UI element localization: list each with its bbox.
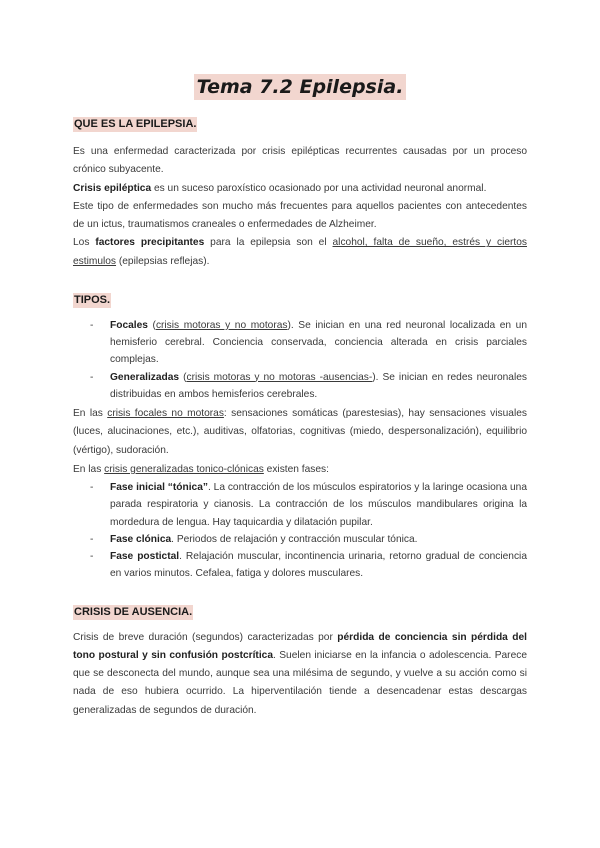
list-item-focales: - Focales (crisis motoras y no motoras). Se inician en una red neuronal localizada en un hemisferio cerebral. Conciencia conservada, conciencia alterada en crisis parciales complejas. <box>73 317 527 369</box>
paragraph-tonico-clonicas: En las crisis generalizadas tonico-clónicas existen fases: <box>73 463 329 475</box>
paragraph-frequency: Este tipo de enfermedades son mucho más frecuentes para aquellos pacientes con antecedentes de un ictus, traumatismos craneales o enfermedades de Alzheimer. <box>73 200 527 231</box>
paragraph-crisis-epileptica: Crisis epiléptica es un suceso paroxístico ocasionado por una actividad neuronal anormal. <box>73 182 487 194</box>
paragraph-crisis-ausencia: Crisis de breve duración (segundos) caracterizadas por pérdida de conciencia sin pérdida del tono postural y sin confusión postcrítica. Suelen iniciarse en la infancia o adolescencia. Parece que se desconecta del mundo, aunque sea una milésima de segundo, y vuelve a su acción como si nada de eso hubiera ocurrido. La hiperventilación tiende a desencadenar estas descargas generalizadas de segundos de duración. <box>73 631 527 716</box>
underlined-tonico-clonicas: crisis generalizadas tonico-clónicas <box>104 463 264 475</box>
list-item-generalizadas: - Generalizadas (crisis motoras y no motoras -ausencias-). Se inician en redes neuronales distribuidas en ambos hemisferios cerebrales. <box>73 369 527 403</box>
section-ausencia-heading-row <box>73 602 527 620</box>
underlined-focales-no-motoras: crisis focales no motoras <box>107 408 224 420</box>
section-heading-crisis-ausencia: CRISIS DE AUSENCIA. <box>74 605 193 618</box>
document-body <box>73 114 527 720</box>
dash-bullet: - <box>90 533 94 545</box>
section-heading-tipos: TIPOS. <box>74 294 111 307</box>
title-container <box>0 74 600 100</box>
paragraph-definition: Es una enfermedad caracterizada por crisis epilépticas recurrentes causadas por un proceso crónico subyacente. <box>73 146 527 176</box>
section-que-es-heading-row <box>73 114 527 132</box>
paragraph-focales-no-motoras: En las crisis focales no motoras: sensaciones somáticas (parestesias), hay sensaciones visuales (luces, alucinaciones, etc.), auditivas, olfatorias, cognitivas (miedo, despersonalización), equilibrio (vértigo), sudoración. <box>73 408 527 456</box>
list-item-fase-postictal: - Fase postictal. Relajación muscular, incontinencia urinaria, retorno gradual de conciencia en varios minutos. Cefalea, fatiga y dolores musculares. <box>73 548 527 582</box>
list-fases <box>73 479 527 582</box>
paragraph-factores: Los factores precipitantes para la epilepsia son el alcohol, falta de sueño, estrés y ciertos estimulos (epilepsias reflejas). <box>73 237 527 267</box>
underlined-factores-list: alcohol, falta de sueño, estrés y ciertos estimulos <box>73 237 527 267</box>
list-item-fase-clonica: - Fase clónica. Periodos de relajación y contracción muscular tónica. <box>73 531 527 548</box>
dash-bullet: - <box>90 551 94 563</box>
list-tipos <box>73 317 527 403</box>
term-crisis-epileptica: Crisis epiléptica <box>73 182 152 194</box>
section-tipos-heading-row <box>73 290 527 308</box>
term-factores-precipitantes: factores precipitantes <box>95 237 205 249</box>
page-title: Tema 7.2 Epilepsia. <box>194 74 407 100</box>
term-perdida-conciencia: pérdida de conciencia sin pérdida del tono postural y sin confusión postcrítica <box>73 631 527 661</box>
section-heading-que-es: QUE ES LA EPILEPSIA. <box>74 118 197 130</box>
dash-bullet: - <box>90 482 94 494</box>
dash-bullet: - <box>90 371 94 383</box>
dash-bullet: - <box>90 320 94 332</box>
list-item-fase-tonica: - Fase inicial “tónica”. La contracción de los músculos espiratorios y la laringe ocasiona una parada respiratoria y cianosis. La contracción de los músculos mandibulares origina la mordedura de lengua. Hay taquicardia y dilatación pupilar. <box>73 479 527 531</box>
